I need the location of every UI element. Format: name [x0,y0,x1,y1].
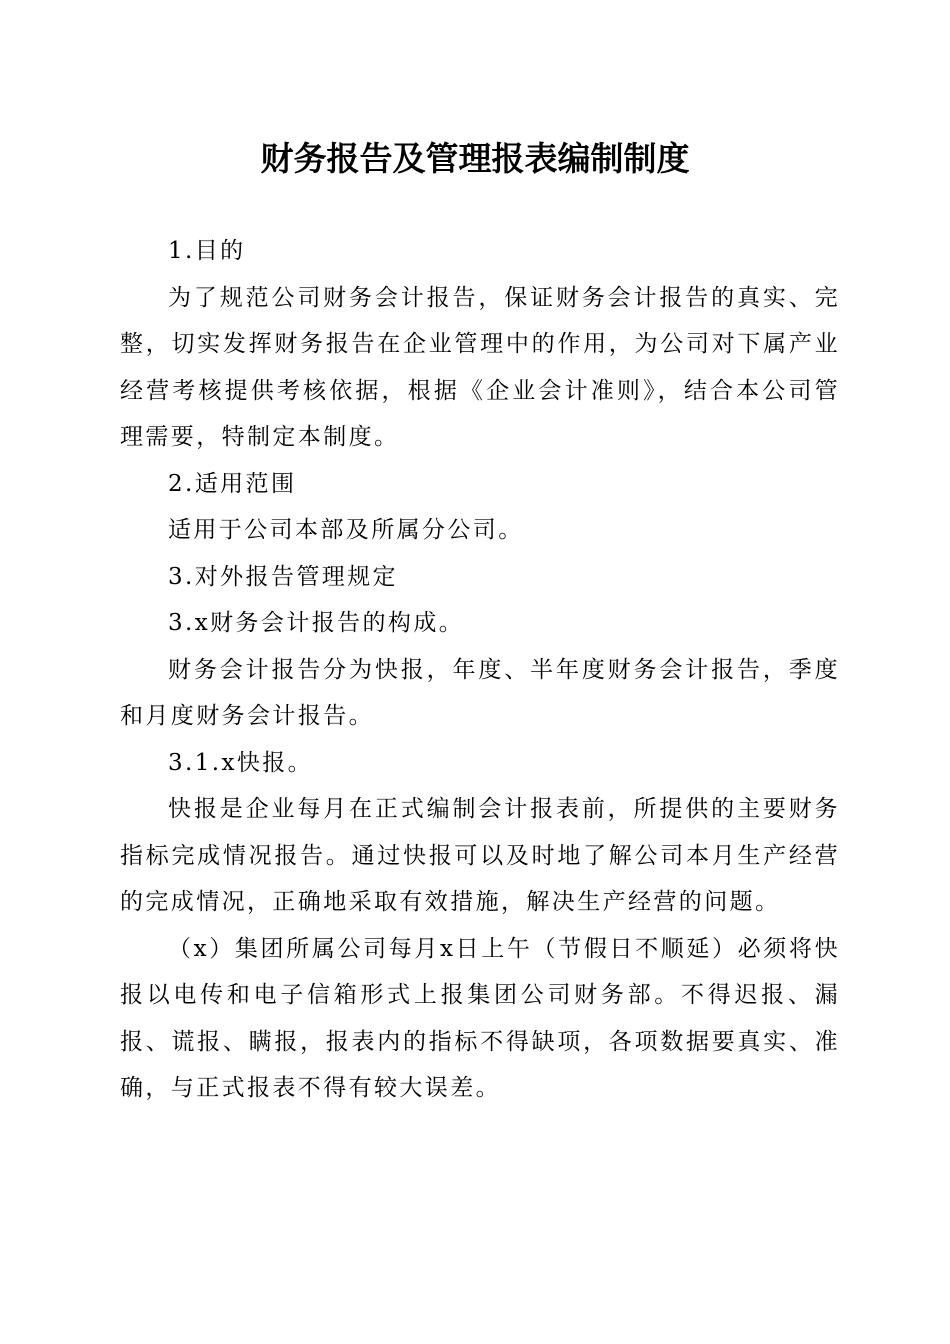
section-heading-purpose: 1.目的 [168,238,246,264]
section-heading-scope: 2.适用范围 [168,470,297,497]
paragraph-flash-report-requirement: （x）集团所属公司每月x日上午（节假日不顺延）必须将快报以电传和电子信箱形式上报集团公司财务部。不得迟报、漏报、谎报、瞒报，报表内的指标不得缺项，各项数据要真实、准确，与正式报表不得有较大误差。 [120,935,840,1101]
subsection-heading-flash-report: 3.1.x快报。 [168,749,314,776]
paragraph-flash-report: 快报是企业每月在正式编制会计报表前，所提供的主要财务指标完成情况报告。通过快报可以及时地了解公司本月生产经营的完成情况，正确地采取有效措施，解决生产经营的问题。 [120,796,840,915]
document-title: 财务报告及管理报表编制制度 [260,139,690,178]
section-heading-external-report: 3.对外报告管理规定 [168,563,398,590]
document-body [120,228,840,1112]
subsection-heading-composition: 3.x财务会计报告的构成。 [168,610,465,636]
paragraph-composition: 财务会计报告分为快报，年度、半年度财务会计报告，季度和月度财务会计报告。 [120,656,840,729]
paragraph-purpose: 为了规范公司财务会计报告，保证财务会计报告的真实、完整，切实发挥财务报告在企业管理中的作用，为公司对下属产业经营考核提供考核依据，根据《企业会计准则》，结合本公司管理需要，特制定本制度。 [120,284,840,450]
paragraph-scope: 适用于公司本部及所属分公司。 [168,517,524,543]
